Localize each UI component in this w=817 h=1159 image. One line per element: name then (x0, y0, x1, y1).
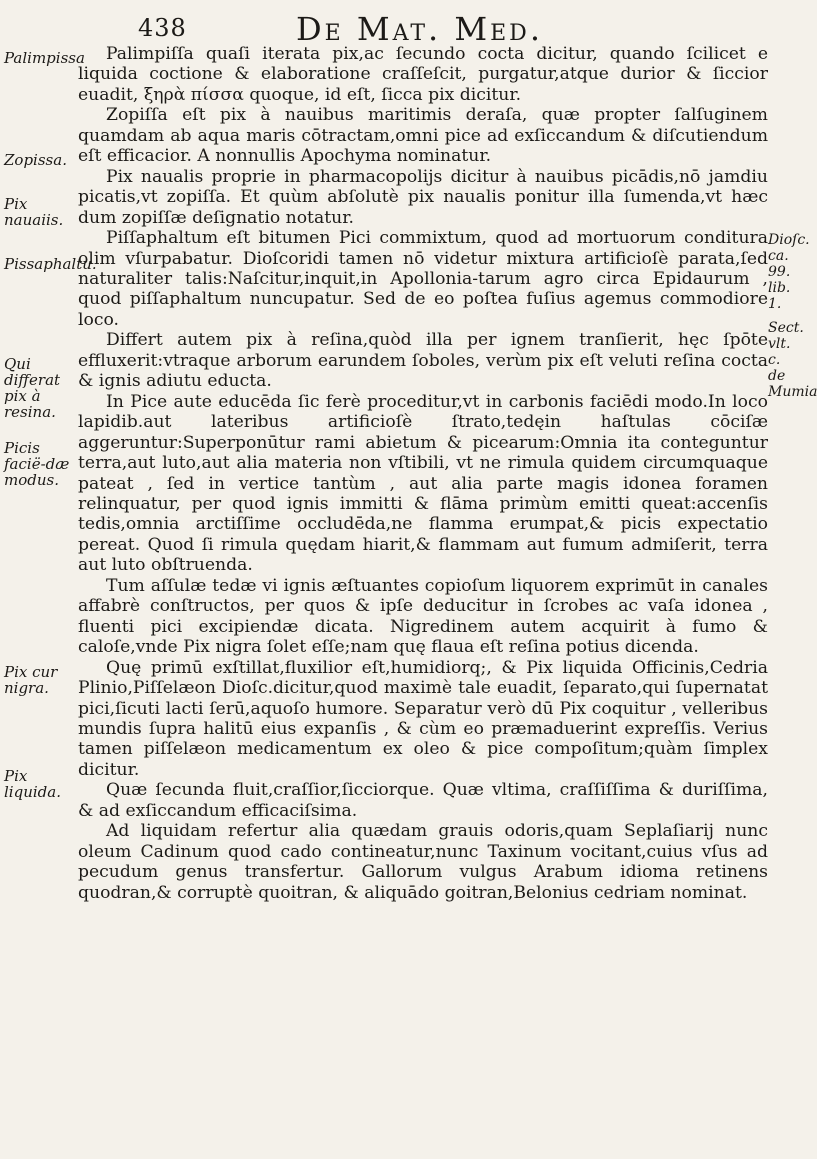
paragraph-differentia: Differt autem pix à reſina,quòd illa per ignem tranſierit, hęc ſpōte effluxerit:vtraque arborum earundem ſoboles, verùm pix eſt veluti reſina cocta & ignis adiutu educta. (78, 330, 768, 392)
margin-note-pix-nauaiis: Pix nauaiis. (4, 195, 64, 229)
paragraph-palimpissa: Palimpiſſa quaſi iterata pix,ac ſecundo cocta dicitur, quando ſcilicet e liquida coctione & elaboratione craſſeſcit, purgatur,atque durior & ſiccior euadit, ξηρὰ πίσσα quoque, id eſt, ſicca pix dicitur. (78, 44, 768, 105)
paragraph-pix-liquida: Quę primū exſtillat,fluxilior eſt,humidiorq;, & Pix liquida Officinis,Cedria Plinio,Piſſelæon Dioſc.dicitur,quod maximè tale euadit, ſeparato,qui ſupernatat pici,ſicuti lacti ſerū,aquoſo humore. Separatur verò dū Pix coquitur , velleribus mundis ſupra halitū eius expanſis , & cùm eo præmaduerint expreſſis. Verius tamen piſſelæon medicamentum ex oleo & pice compoſitum;quàm ſimplex dicitur. (78, 657, 768, 780)
margin-note-mumia: Sect. vlt. c. de Mumia (768, 320, 817, 400)
paragraph-nigredo: Tum aſſulæ tedæ vi ignis æſtuantes copioſum liquorem exprimūt in canales affabrè conſtructos, per quos & ipſe deducitur in ſcrobes ac vaſa idonea , fluenti pici excipiendæ dicata. Nigredinem autem acquirit à fumo & caloſe,vnde Pix nigra ſolet eſſe;nam quę flaua eſt reſina potius dicenda. (78, 575, 768, 658)
margin-note-pix-nigra: Pix cur nigra. (4, 663, 58, 697)
margin-note-modus: Picis facië-dæ modus. (4, 439, 70, 489)
margin-note-pissaphaltum: Pissaphaltu. (4, 255, 97, 273)
paragraph-pix-naualis: Pix naualis proprie in pharmacopolijs dicitur à nauibus picādis,nō jamdiu picatis,vt zopiſſa. Et quùm abſolutè pix naualis ponitur illa ſumenda,vt hæc dum zopiſſæ deſignatio notatur. (78, 166, 768, 228)
paragraph-zopissa: Zopiſſa eſt pix à nauibus maritimis deraſa, quæ propter ſalſuginem quamdam ab aqua maris cōtractam,omni pice ad exſiccandum & diſcutiendum eſt efficacior. A nonnullis Apochyma nominatur. (78, 105, 768, 167)
running-title: De Mat. Med. (296, 10, 543, 48)
paragraph-oleum-cadinum: Ad liquidam refertur alia quædam grauis odoris,quam Seplaſiarij nunc oleum Cadinum quod cado contineatur,nunc Taxinum vocitant,cuius vſus ad pecudum genus transfertur. Gallorum vulgus Arabum idioma retinens quodran,& corruptè quoitran, & aliquādo goitran,Belonius cedriam nominat. (78, 821, 768, 903)
page-header (0, 6, 800, 46)
margin-note-differat: Qui differat pix à resina. (4, 355, 61, 421)
paragraph-pissaphaltum: Piſſaphaltum eſt bitumen Pici commixtum, quod ad mortuorum conditura olim vſurpabatur. Dioſcoridi tamen nō videtur mixtura artificioſè parata,ſed naturaliter talis:Naſcitur,inquit,in Apollonia-tarum agro circa Epidaurum , quod piſſaphaltum nuncupatur. Sed de eo poſtea fuſius agemus commodiore loco. (78, 228, 768, 330)
paragraph-modus: In Pice aute educēda ſic ferè proceditur,vt in carbonis faciēdi modo.In loco lapidib.aut lateribus artificioſè ſtrato,tedęin haſtulas cōciſæ aggeruntur:Superponūtur rami abietum & picearum:Omnia ita conteguntur terra,aut luto,aut alia materia non vſtibili, vt ne rimula quidem circumquaque pateat , ſed in vertice tantùm , aut alia parte magis idonea foramen relinquatur, per quod ignis immitti & flāma primùm emitti queat:accenſis tedis,omnia arctiſſime occludēda,ne flamma erumpat,& picis expectatio pereat. Quod ſi rimula quędam hiarit,& flammam aut fumum admiſerit, terra aut luto obſtruenda. (78, 391, 768, 576)
margin-note-dioscorides: Dioſc. ca. 99. lib. 1. (768, 232, 810, 312)
body-text (78, 44, 768, 903)
paragraph-secunda: Quæ ſecunda fluit,craſſior,ſicciorque. Quæ vltima, craſſiſſima & duriſſima, & ad exſiccandum efficaciſsima. (78, 780, 768, 821)
page-number: 438 (138, 14, 187, 42)
margin-note-zopissa: Zopissa. (4, 151, 67, 169)
margin-note-palimpissa: Palimpissa (4, 49, 85, 67)
margin-note-pix-liquida: Pix liquida. (4, 767, 61, 801)
